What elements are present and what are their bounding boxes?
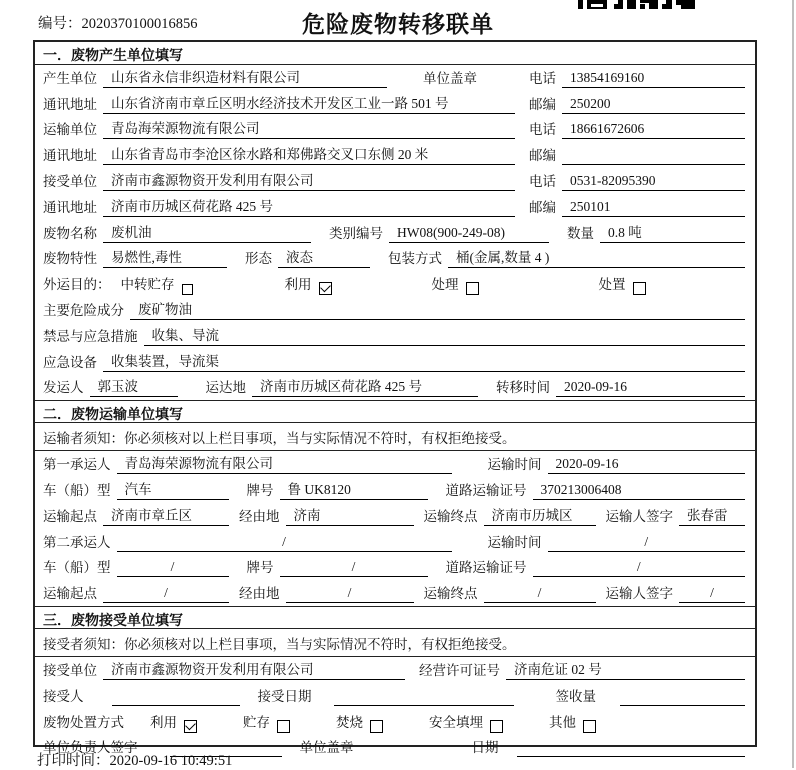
destination-label: 运达地 [205,380,246,396]
second-origin-value: / [103,585,229,603]
purpose-transit-storage-label: 中转贮存 [120,277,175,293]
section2-header: 二．废物运输单位填写 [35,400,755,423]
second-via-value: / [286,585,414,603]
receiver-unit-seal-label: 单位盖章 [299,740,354,756]
date-value [517,740,746,757]
accept-date-label: 接受日期 [257,688,312,704]
category-code-label: 类别编号 [329,225,383,241]
quantity-value: 0.8 吨 [600,221,745,243]
producer-zip-value: 250200 [562,96,745,114]
second-carrier-label: 第二承运人 [43,534,111,550]
first-carrier-label: 第一承运人 [43,457,111,473]
producer-address-label: 通讯地址 [43,96,97,112]
receiver-notice-text: 接受者须知：你必须核对以上栏目事项，当与实际情况不符时，有权拒绝接受。 [43,637,516,653]
receiver-unit-label: 接受单位 [43,173,97,189]
producer-address-row [35,91,755,117]
second-via-label: 经由地 [239,586,280,602]
second-transport-time-value: / [548,534,746,552]
emergency-measures-value: 收集、导流 [144,324,746,346]
waste-property-value: 易燃性,毒性 [103,246,227,268]
acceptor-value [112,689,240,706]
shipper-row [35,375,755,401]
producer-phone-label: 电话 [529,70,556,86]
purpose-dispose-checkbox [633,282,646,295]
packaging-value: 桶(金属,数量 4 ) [448,246,745,268]
waste-name-value: 废机油 [103,221,311,243]
first-via-value: 济南 [286,504,414,526]
responsible-sign-label: 单位负责人签字 [43,740,138,756]
disposal-storage-checkbox [277,720,290,733]
purpose-utilize-label: 利用 [284,277,312,293]
shipper-value: 郭玉波 [90,375,178,397]
hazard-component-row [35,297,755,323]
second-road-permit-value: / [533,559,746,577]
second-carrier-sign-label: 运输人签字 [605,586,673,602]
producer-zip-label: 邮编 [529,96,556,112]
producer-unit-label: 产生单位 [43,70,97,86]
transporter-address-label: 通讯地址 [43,148,97,164]
disposal-storage-label: 贮存 [243,714,270,730]
first-vehicle-row [35,477,755,503]
transporter-unit-row [35,117,755,143]
page-edge-line [792,0,794,768]
form-state-value: 液态 [278,246,370,268]
first-vehicle-type-label: 车（船）型 [43,482,111,498]
emergency-equipment-value: 收集装置，导流渠 [103,350,745,372]
transfer-date-label: 转移时间 [496,380,550,396]
second-plate-value: / [280,559,428,577]
received-amount-label: 签收量 [555,688,596,704]
acceptor-row [35,683,755,709]
accepting-unit-value: 济南市鑫源物资开发利用有限公司 [103,658,405,680]
packaging-label: 包装方式 [388,251,442,267]
waste-name-row [35,220,755,246]
first-carrier-sign-label: 运输人签字 [605,508,673,524]
transporter-notice-text: 运输者须知：你必须核对以上栏目事项，当与实际情况不符时，有权拒绝接受。 [43,431,516,447]
waste-property-row [35,246,755,272]
first-road-permit-label: 道路运输证号 [445,482,527,498]
receiver-unit-row [35,168,755,194]
page-header [0,0,796,38]
transfer-purpose-label: 外运目的： [43,277,111,293]
emergency-equipment-label: 应急设备 [43,354,97,370]
disposal-utilize-label: 利用 [150,714,177,730]
received-amount-value [620,689,745,706]
second-vehicle-type-value: / [117,559,229,577]
first-transport-time-value: 2020-09-16 [548,456,746,474]
date-label: 日期 [471,740,499,756]
receiver-address-row [35,194,755,220]
receiver-address-value: 济南市历城区荷花路 425 号 [103,195,515,217]
transporter-zip-value [562,148,745,165]
category-code-value: HW08(900-249-08) [389,225,549,243]
first-vehicle-type-value: 汽车 [117,478,229,500]
first-carrier-sign-value: 张春雷 [679,504,745,526]
second-route-row [35,580,755,606]
first-origin-value: 济南市章丘区 [103,504,229,526]
first-transport-time-label: 运输时间 [487,457,542,473]
disposal-incinerate-label: 焚烧 [336,714,363,730]
transporter-zip-label: 邮编 [529,148,556,164]
page-title: 危险废物转移联单 [302,12,494,37]
form-state-label: 形态 [245,251,272,267]
serial-number-label: 编号： [38,16,82,32]
hazard-component-label: 主要危险成分 [43,302,124,318]
purpose-treat-label: 处理 [431,277,459,293]
transporter-address-row [35,142,755,168]
quantity-label: 数量 [567,225,594,241]
disposal-utilize-checkbox-checked [184,720,197,733]
second-carrier-sign-value: / [679,585,745,603]
transporter-unit-label: 运输单位 [43,122,97,138]
disposal-other-checkbox [583,720,596,733]
unit-seal-label: 单位盖章 [423,70,477,86]
transfer-date-value: 2020-09-16 [556,379,745,397]
serial-number-value: 2020370100016856 [81,16,198,32]
first-carrier-value: 青岛海荣源物流有限公司 [117,452,452,474]
purpose-treat-checkbox [466,282,479,295]
waste-property-label: 废物特性 [43,251,97,267]
second-carrier-value: / [117,534,452,552]
second-plate-label: 牌号 [246,560,274,576]
purpose-transit-storage-checkbox [182,284,193,295]
second-endpoint-value: / [484,585,596,603]
transporter-address-value: 山东省青岛市李沧区徐水路和郑佛路交叉口东侧 20 米 [103,143,515,165]
waste-name-label: 废物名称 [43,225,97,241]
transporter-phone-label: 电话 [529,122,556,138]
transfer-form-table [33,40,757,756]
second-vehicle-type-label: 车（船）型 [43,560,111,576]
producer-address-value: 山东省济南市章丘区明水经济技术开发区工业一路 501 号 [103,92,515,114]
first-carrier-row [35,451,755,477]
first-origin-label: 运输起点 [43,508,97,524]
section1-header: 一．废物产生单位填写 [35,42,755,65]
emergency-measures-row [35,323,755,349]
destination-value: 济南市历城区荷花路 425 号 [252,375,478,397]
first-endpoint-label: 运输终点 [423,508,478,524]
purpose-utilize-checkbox-checked [319,282,332,295]
producer-unit-value: 山东省永信非织造材料有限公司 [103,66,387,88]
section3-header: 三．废物接受单位填写 [35,606,755,629]
qr-code-fragment-icon [578,0,700,10]
shipper-label: 发运人 [43,380,84,396]
accepting-unit-row [35,657,755,683]
receiver-phone-label: 电话 [529,173,556,189]
receiver-zip-label: 邮编 [529,199,556,215]
second-origin-label: 运输起点 [43,586,97,602]
transporter-unit-value: 青岛海荣源物流有限公司 [103,117,515,139]
accepting-unit-label: 接受单位 [43,662,97,678]
disposal-method-row [35,709,755,735]
receiver-zip-value: 250101 [562,199,745,217]
second-endpoint-label: 运输终点 [423,586,478,602]
first-route-row [35,503,755,529]
accept-date-value [334,689,514,706]
transfer-purpose-row [35,271,755,297]
producer-unit-row [35,65,755,91]
second-carrier-row [35,529,755,555]
receiver-phone-value: 0531-82095390 [562,173,745,191]
second-road-permit-label: 道路运输证号 [445,560,527,576]
second-transport-time-label: 运输时间 [487,534,542,550]
transporter-notice-row [35,423,755,451]
receiver-unit-value: 济南市鑫源物资开发利用有限公司 [103,169,515,191]
disposal-method-label: 废物处置方式 [43,714,124,730]
first-plate-value: 鲁 UK8120 [280,478,428,500]
license-number-label: 经营许可证号 [419,662,500,678]
second-vehicle-row [35,555,755,581]
disposal-landfill-checkbox [490,720,503,733]
first-via-label: 经由地 [239,508,280,524]
disposal-other-label: 其他 [549,714,576,730]
receiver-notice-row [35,629,755,657]
acceptor-label: 接受人 [43,688,84,704]
print-time: 打印时间：2020-09-16 10:49:51 [37,753,233,769]
receiver-address-label: 通讯地址 [43,199,97,215]
disposal-landfill-label: 安全填埋 [429,714,483,730]
first-plate-label: 牌号 [246,482,274,498]
license-number-value: 济南危证 02 号 [506,658,745,680]
emergency-equipment-row [35,349,755,375]
first-road-permit-value: 370213006408 [533,482,746,500]
hazard-component-value: 废矿物油 [130,298,745,320]
producer-phone-value: 13854169160 [562,70,745,88]
first-endpoint-value: 济南市历城区 [484,504,596,526]
transporter-phone-value: 18661672606 [562,121,745,139]
disposal-incinerate-checkbox [370,720,383,733]
purpose-dispose-label: 处置 [598,277,626,293]
emergency-measures-label: 禁忌与应急措施 [43,328,138,344]
